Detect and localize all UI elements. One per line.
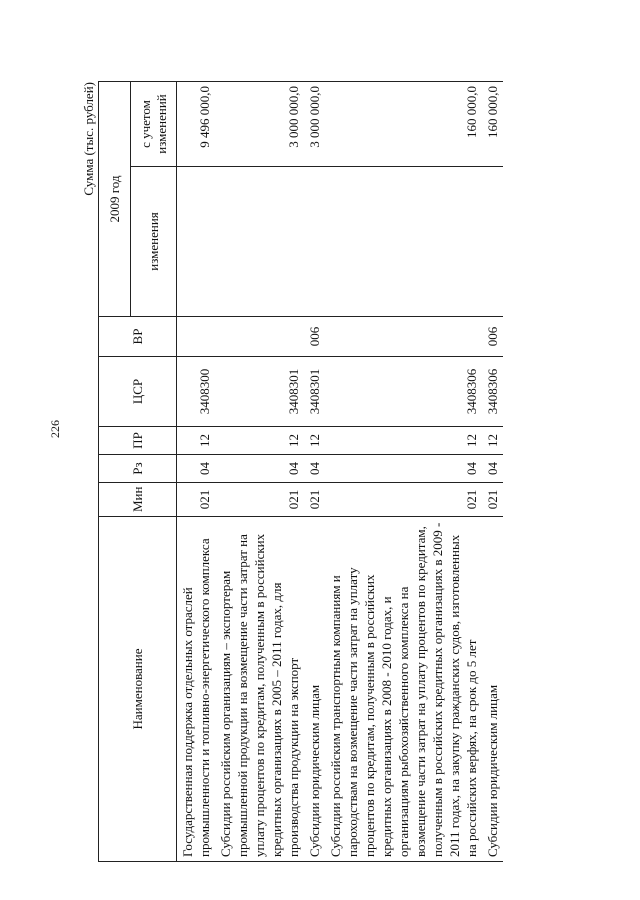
row-csr: 3408300 — [177, 357, 216, 427]
header-name: Наименование — [99, 517, 177, 862]
row-with-changes: 3 000 000,0 — [304, 82, 325, 167]
table-row — [325, 82, 482, 862]
header-pr: ПР — [99, 427, 177, 455]
row-name: Субсидии российским транспортным компаниям и пароходствам на возмещение части затрат на уплату процентов по кредитам, полученным в российских кредитных организациях в 2008 - 2010 годах, и организациям рыбохозяйственного комплекса на возмещение части затрат на уплату процентов по кредитам, полученным в российских кредитных организациях в 2009 - 2011 годах, на закупку гражданских судов, изготовленных на российских верфях, на срок до 5 лет — [325, 517, 482, 862]
header-with-changes: с учетом изменений — [131, 82, 177, 167]
row-with-changes: 160 000,0 — [482, 82, 503, 167]
row-changes — [215, 167, 304, 317]
row-min: 021 — [482, 483, 503, 517]
row-rz: 04 — [177, 455, 216, 483]
row-pr: 12 — [482, 427, 503, 455]
row-min: 021 — [215, 483, 304, 517]
row-csr: 3408301 — [304, 357, 325, 427]
row-rz: 04 — [325, 455, 482, 483]
row-vr — [215, 317, 304, 357]
row-vr: 006 — [482, 317, 503, 357]
row-rz: 04 — [215, 455, 304, 483]
row-pr: 12 — [304, 427, 325, 455]
page-number: 226 — [48, 420, 62, 438]
row-vr: 006 — [304, 317, 325, 357]
row-min: 021 — [325, 483, 482, 517]
row-vr — [325, 317, 482, 357]
row-changes — [304, 167, 325, 317]
row-name: Субсидии юридическим лицам — [304, 517, 325, 862]
table-row — [304, 82, 325, 862]
row-csr: 3408301 — [215, 357, 304, 427]
table-body — [177, 82, 504, 862]
row-changes — [482, 167, 503, 317]
table-row — [215, 82, 304, 862]
header-min: Мин — [99, 483, 177, 517]
row-name: Субсидии российским организациям – экспортерам промышленной продукции на возмещение части затрат на уплату процентов по кредитам, полученным в российских кредитных организациях в 2005 – 2011 годах, для производства продукции на экспорт — [215, 517, 304, 862]
row-rz: 04 — [304, 455, 325, 483]
header-rz: Рз — [99, 455, 177, 483]
row-changes — [325, 167, 482, 317]
header-changes: изменения — [131, 167, 177, 317]
row-pr: 12 — [177, 427, 216, 455]
table-row — [482, 82, 503, 862]
row-rz: 04 — [482, 455, 503, 483]
row-csr: 3408306 — [482, 357, 503, 427]
row-pr: 12 — [215, 427, 304, 455]
header-year: 2009 год — [99, 82, 131, 317]
row-min: 021 — [304, 483, 325, 517]
budget-table — [98, 81, 503, 862]
row-pr: 12 — [325, 427, 482, 455]
row-changes — [177, 167, 216, 317]
row-min: 021 — [177, 483, 216, 517]
header-vr: ВР — [99, 317, 177, 357]
header-csr: ЦСР — [99, 357, 177, 427]
row-with-changes: 160 000,0 — [325, 82, 482, 167]
table-row — [177, 82, 216, 862]
row-name: Субсидии юридическим лицам — [482, 517, 503, 862]
row-with-changes: 9 496 000,0 — [177, 82, 216, 167]
row-vr — [177, 317, 216, 357]
row-with-changes: 3 000 000,0 — [215, 82, 304, 167]
budget-table-page — [80, 82, 540, 862]
row-name: Государственная поддержка отдельных отраслей промышленности и топливно-энергетического комплекса — [177, 517, 216, 862]
table-caption: Сумма (тыс. рублей) — [81, 82, 96, 196]
row-csr: 3408306 — [325, 357, 482, 427]
